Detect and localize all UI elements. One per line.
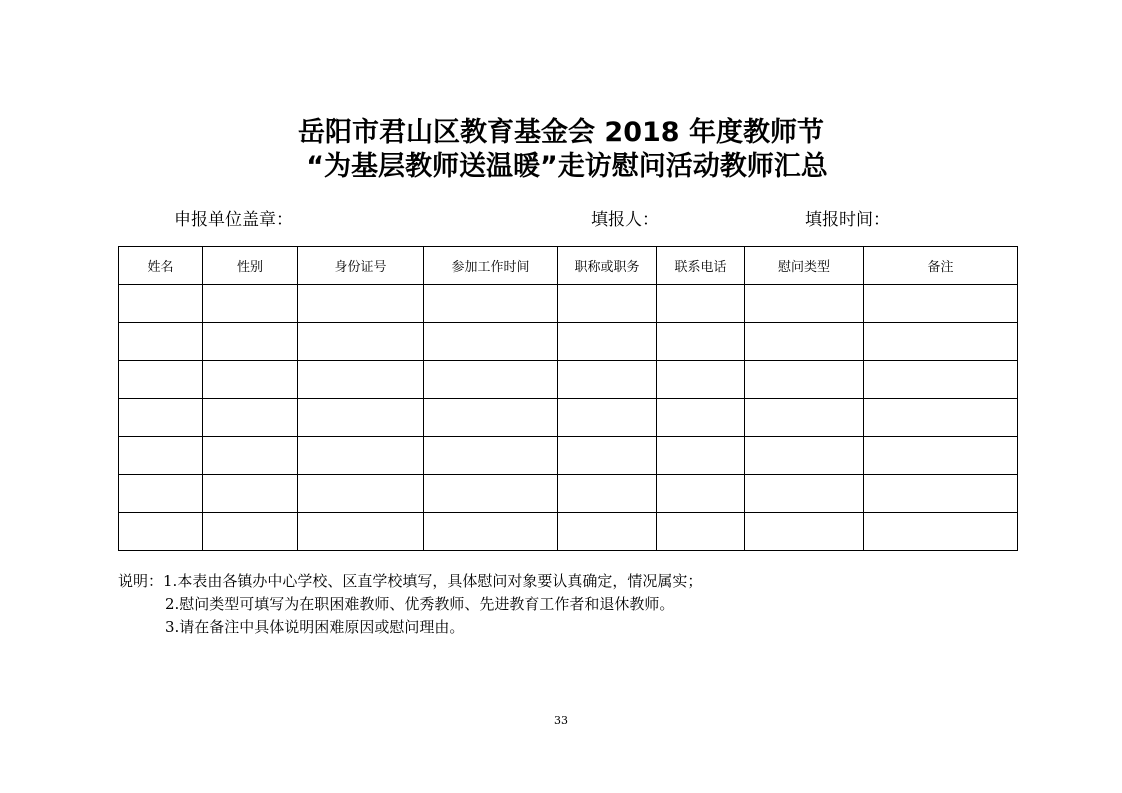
table-cell[interactable] bbox=[298, 437, 424, 475]
table-cell[interactable] bbox=[119, 513, 203, 551]
table-cell[interactable] bbox=[657, 437, 745, 475]
note-row-1 bbox=[118, 570, 702, 593]
document-title-line-2: “为基层教师送温暖”走访慰问活动教师汇总 bbox=[306, 151, 828, 182]
unit-seal-label: 申报单位盖章： bbox=[174, 210, 293, 230]
table-cell[interactable] bbox=[119, 285, 203, 323]
table-cell[interactable] bbox=[864, 399, 1018, 437]
table-cell[interactable] bbox=[558, 399, 657, 437]
notes-prefix: 说明： bbox=[118, 572, 164, 590]
table-cell[interactable] bbox=[745, 285, 864, 323]
header-name: 姓名 bbox=[119, 247, 203, 285]
table-cell[interactable] bbox=[745, 399, 864, 437]
table-body bbox=[119, 285, 1018, 551]
table-cell[interactable] bbox=[298, 323, 424, 361]
header-condolence-type: 慰问类型 bbox=[745, 247, 864, 285]
table-cell[interactable] bbox=[203, 513, 298, 551]
table-row bbox=[119, 399, 1018, 437]
table-cell[interactable] bbox=[298, 399, 424, 437]
table-cell[interactable] bbox=[558, 513, 657, 551]
note-row-3 bbox=[118, 616, 702, 639]
table-cell[interactable] bbox=[203, 323, 298, 361]
table-cell[interactable] bbox=[203, 437, 298, 475]
header-remarks: 备注 bbox=[864, 247, 1018, 285]
table-cell[interactable] bbox=[657, 323, 745, 361]
table-cell[interactable] bbox=[657, 475, 745, 513]
table-cell[interactable] bbox=[424, 323, 558, 361]
table-cell[interactable] bbox=[745, 475, 864, 513]
table-cell[interactable] bbox=[745, 513, 864, 551]
header-title-or-position: 职称或职务 bbox=[558, 247, 657, 285]
table-cell[interactable] bbox=[657, 285, 745, 323]
table-cell[interactable] bbox=[864, 361, 1018, 399]
table-row bbox=[119, 475, 1018, 513]
page-number: 33 bbox=[554, 714, 568, 727]
table-cell[interactable] bbox=[864, 475, 1018, 513]
table-header-row bbox=[119, 247, 1018, 285]
notes-section bbox=[118, 570, 702, 639]
table-cell[interactable] bbox=[864, 285, 1018, 323]
table-cell[interactable] bbox=[203, 361, 298, 399]
table-cell[interactable] bbox=[424, 399, 558, 437]
table-cell[interactable] bbox=[864, 437, 1018, 475]
table-cell[interactable] bbox=[558, 475, 657, 513]
table-cell[interactable] bbox=[119, 475, 203, 513]
table-cell[interactable] bbox=[745, 323, 864, 361]
table-cell[interactable] bbox=[119, 399, 203, 437]
note-item: 2.慰问类型可填写为在职困难教师、优秀教师、先进教育工作者和退休教师。 bbox=[165, 595, 675, 613]
table-row bbox=[119, 513, 1018, 551]
table-cell[interactable] bbox=[745, 361, 864, 399]
table-cell[interactable] bbox=[298, 361, 424, 399]
table-cell[interactable] bbox=[298, 285, 424, 323]
table-cell[interactable] bbox=[558, 437, 657, 475]
teacher-summary-table bbox=[118, 246, 1018, 551]
table-cell[interactable] bbox=[298, 475, 424, 513]
table-cell[interactable] bbox=[657, 513, 745, 551]
table-cell[interactable] bbox=[119, 323, 203, 361]
note-row-2 bbox=[118, 593, 702, 616]
table-cell[interactable] bbox=[119, 437, 203, 475]
table-row bbox=[119, 323, 1018, 361]
table-cell[interactable] bbox=[657, 361, 745, 399]
table-row bbox=[119, 285, 1018, 323]
note-item: 1.本表由各镇办中心学校、区直学校填写，具体慰问对象要认真确定，情况属实； bbox=[163, 572, 703, 590]
filler-label: 填报人： bbox=[591, 210, 659, 230]
table-cell[interactable] bbox=[203, 399, 298, 437]
table-cell[interactable] bbox=[424, 437, 558, 475]
table-cell[interactable] bbox=[424, 475, 558, 513]
header-gender: 性别 bbox=[203, 247, 298, 285]
table-row bbox=[119, 437, 1018, 475]
table-cell[interactable] bbox=[558, 323, 657, 361]
document-title-line-1: 岳阳市君山区教育基金会 2018 年度教师节 bbox=[298, 117, 824, 148]
table-cell[interactable] bbox=[558, 361, 657, 399]
table-cell[interactable] bbox=[657, 399, 745, 437]
table-row bbox=[119, 361, 1018, 399]
table-cell[interactable] bbox=[745, 437, 864, 475]
header-phone: 联系电话 bbox=[657, 247, 745, 285]
table-cell[interactable] bbox=[424, 285, 558, 323]
table-cell[interactable] bbox=[864, 323, 1018, 361]
table-cell[interactable] bbox=[298, 513, 424, 551]
table-cell[interactable] bbox=[203, 475, 298, 513]
note-item: 3.请在备注中具体说明困难原因或慰问理由。 bbox=[165, 618, 465, 636]
header-work-start-time: 参加工作时间 bbox=[424, 247, 558, 285]
table-cell[interactable] bbox=[119, 361, 203, 399]
table-cell[interactable] bbox=[424, 361, 558, 399]
table-cell[interactable] bbox=[203, 285, 298, 323]
fill-time-label: 填报时间： bbox=[805, 210, 890, 230]
table-cell[interactable] bbox=[424, 513, 558, 551]
table-cell[interactable] bbox=[864, 513, 1018, 551]
header-id-number: 身份证号 bbox=[298, 247, 424, 285]
table-cell[interactable] bbox=[558, 285, 657, 323]
